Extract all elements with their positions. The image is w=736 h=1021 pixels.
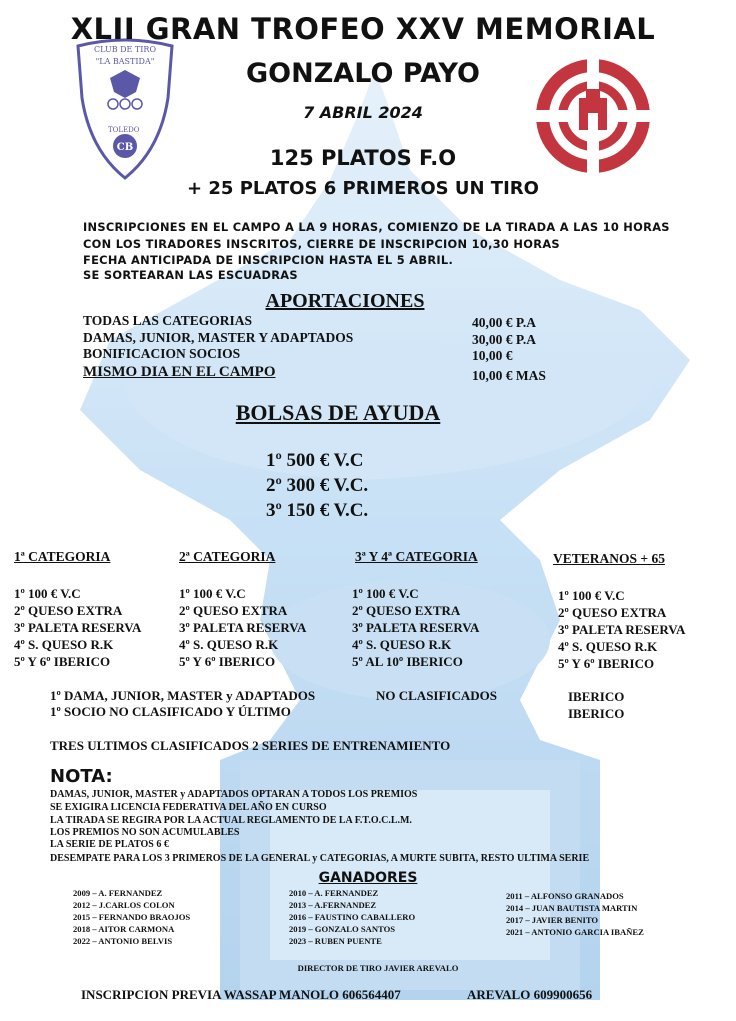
category-prize: 5º Y 6º IBERICO — [14, 654, 111, 669]
category-prize: 3º PALETA RESERVA — [14, 620, 142, 635]
event-date: 7 ABRIL 2024 — [303, 103, 423, 122]
bolsa-item: 2º 300 € V.C. — [266, 475, 369, 496]
aportacion-value: 10,00 € — [472, 348, 513, 363]
title-line1: XLII GRAN TROFEO XXV MEMORIAL — [70, 12, 656, 46]
ganador-entry: 2016 – FAUSTINO CABALLERO — [289, 912, 416, 922]
category-prize: 3º PALETA RESERVA — [179, 620, 307, 635]
entrenamiento-note: TRES ULTIMOS CLASIFICADOS 2 SERIES DE ENTRENAMIENTO — [50, 738, 451, 753]
inscripcion-line: INSCRIPCIONES EN EL CAMPO A LA 9 HORAS, COMIENZO DE LA TIRADA A LAS 10 HORAS — [83, 220, 670, 234]
nota-line: SE EXIGIRA LICENCIA FEDERATIVA DEL AÑO EN CURSO — [50, 802, 327, 813]
category-prize: 2º QUESO EXTRA — [558, 605, 667, 620]
aportacion-value: 40,00 € P.A — [472, 315, 537, 330]
nota-heading: NOTA: — [50, 766, 113, 787]
inscripcion-line: CON LOS TIRADORES INSCRITOS, CIERRE DE INSCRIPCION 10,30 HORAS — [83, 237, 560, 251]
special-prize-note: NO CLASIFICADOS — [376, 688, 497, 703]
category-prize: 4º S. QUESO R.K — [352, 637, 452, 652]
category-prize: 4º S. QUESO R.K — [14, 637, 114, 652]
logo-initials: CB — [116, 142, 134, 153]
bolsa-item: 1º 500 € V.C — [266, 450, 364, 471]
category-prize: 3º PALETA RESERVA — [352, 620, 480, 635]
footer-inscripcion: INSCRIPCION PREVIA WASSAP MANOLO 606564407 — [81, 987, 401, 1002]
aportacion-label: MISMO DIA EN EL CAMPO — [83, 364, 276, 380]
category-prize: 5º Y 6º IBERICO — [558, 656, 655, 671]
nota-line: DESEMPATE PARA LOS 3 PRIMEROS DE LA GENERAL y CATEGORIAS, A MURTE SUBITA, RESTO ULTIMA SERIE — [50, 853, 590, 864]
nota-line: LA TIRADA SE REGIRA POR LA ACTUAL REGLAMENTO DE LA F.T.O.C.L.M. — [50, 815, 412, 826]
footer-contact: AREVALO 609900656 — [467, 987, 593, 1002]
ganador-entry: 2011 – ALFONSO GRANADOS — [506, 891, 624, 901]
aportacion-value: 10,00 € MAS — [472, 368, 546, 383]
nota-line: LA SERIE DE PLATOS 6 € — [50, 839, 169, 850]
bolsa-item: 3º 150 € V.C. — [266, 500, 369, 521]
ganador-entry: 2012 – J.CARLOS COLON — [73, 900, 175, 910]
special-prize-label: 1º SOCIO NO CLASIFICADO Y ÚLTIMO — [50, 704, 291, 719]
platos-extra: + 25 PLATOS 6 PRIMEROS UN TIRO — [187, 178, 539, 199]
logo-text-top: CLUB DE TIRO — [93, 45, 157, 54]
category-prize: 2º QUESO EXTRA — [179, 603, 288, 618]
category-prize: 1º 100 € V.C — [14, 586, 81, 601]
logo-text-city: TOLEDO — [108, 126, 140, 134]
ganadores-heading: GANADORES — [318, 870, 418, 886]
category-prize: 4º S. QUESO R.K — [558, 639, 658, 654]
title-line2: GONZALO PAYO — [246, 58, 480, 89]
ganador-entry: 2010 – A. FERNANDEZ — [289, 888, 379, 898]
aportacion-label: TODAS LAS CATEGORIAS — [83, 313, 253, 328]
category-heading: 3ª Y 4ª CATEGORIA — [355, 549, 478, 564]
category-heading: VETERANOS + 65 — [553, 551, 665, 566]
inscripcion-line: FECHA ANTICIPADA DE INSCRIPCION HASTA EL 5 ABRIL. — [83, 253, 454, 267]
ganador-entry: 2013 – A.FERNANDEZ — [289, 900, 377, 910]
platos-count: 125 PLATOS F.O — [269, 146, 457, 170]
category-prize: 3º PALETA RESERVA — [558, 622, 686, 637]
director-de-tiro: DIRECTOR DE TIRO JAVIER AREVALO — [297, 963, 459, 973]
category-heading: 1ª CATEGORIA — [14, 549, 111, 564]
aportacion-value: 30,00 € P.A — [472, 332, 537, 347]
aportacion-label: DAMAS, JUNIOR, MASTER Y ADAPTADOS — [83, 330, 354, 345]
ganador-entry: 2014 – JUAN BAUTISTA MARTIN — [506, 903, 638, 913]
logo-text-name: "LA BASTIDA" — [95, 57, 155, 66]
special-prize-label: 1º DAMA, JUNIOR, MASTER y ADAPTADOS — [50, 688, 316, 703]
ganador-entry: 2021 – ANTONIO GARCIA IBAÑEZ — [506, 927, 644, 937]
ganador-entry: 2019 – GONZALO SANTOS — [289, 924, 396, 934]
category-heading: 2ª CATEGORIA — [179, 549, 276, 564]
category-prize: 2º QUESO EXTRA — [14, 603, 123, 618]
special-prize-value: IBERICO — [568, 706, 625, 721]
ganador-entry: 2018 – AITOR CARMONA — [73, 924, 175, 934]
ganador-entry: 2022 – ANTONIO BELVIS — [73, 936, 173, 946]
ganador-entry: 2009 – A. FERNANDEZ — [73, 888, 163, 898]
category-prize: 1º 100 € V.C — [558, 588, 625, 603]
aportacion-label: BONIFICACION SOCIOS — [83, 346, 241, 361]
nota-line: LOS PREMIOS NO SON ACUMULABLES — [50, 827, 240, 838]
category-prize: 1º 100 € V.C — [352, 586, 419, 601]
category-prize: 2º QUESO EXTRA — [352, 603, 461, 618]
special-prize-value: IBERICO — [568, 689, 625, 704]
ganador-entry: 2015 – FERNANDO BRAOJOS — [73, 912, 191, 922]
category-prize: 1º 100 € V.C — [179, 586, 246, 601]
aportaciones-heading: APORTACIONES — [265, 290, 425, 312]
inscripcion-line: SE SORTEARAN LAS ESCUADRAS — [83, 268, 298, 282]
nota-line: DAMAS, JUNIOR, MASTER y ADAPTADOS OPTARAN A TODOS LOS PREMIOS — [50, 789, 418, 800]
category-prize: 5º AL 10º IBERICO — [352, 654, 463, 669]
category-prize: 5º Y 6º IBERICO — [179, 654, 276, 669]
bolsas-heading: BOLSAS DE AYUDA — [235, 400, 441, 425]
ganador-entry: 2017 – JAVIER BENITO — [506, 915, 599, 925]
ganador-entry: 2023 – RUBEN PUENTE — [289, 936, 382, 946]
category-prize: 4º S. QUESO R.K — [179, 637, 279, 652]
